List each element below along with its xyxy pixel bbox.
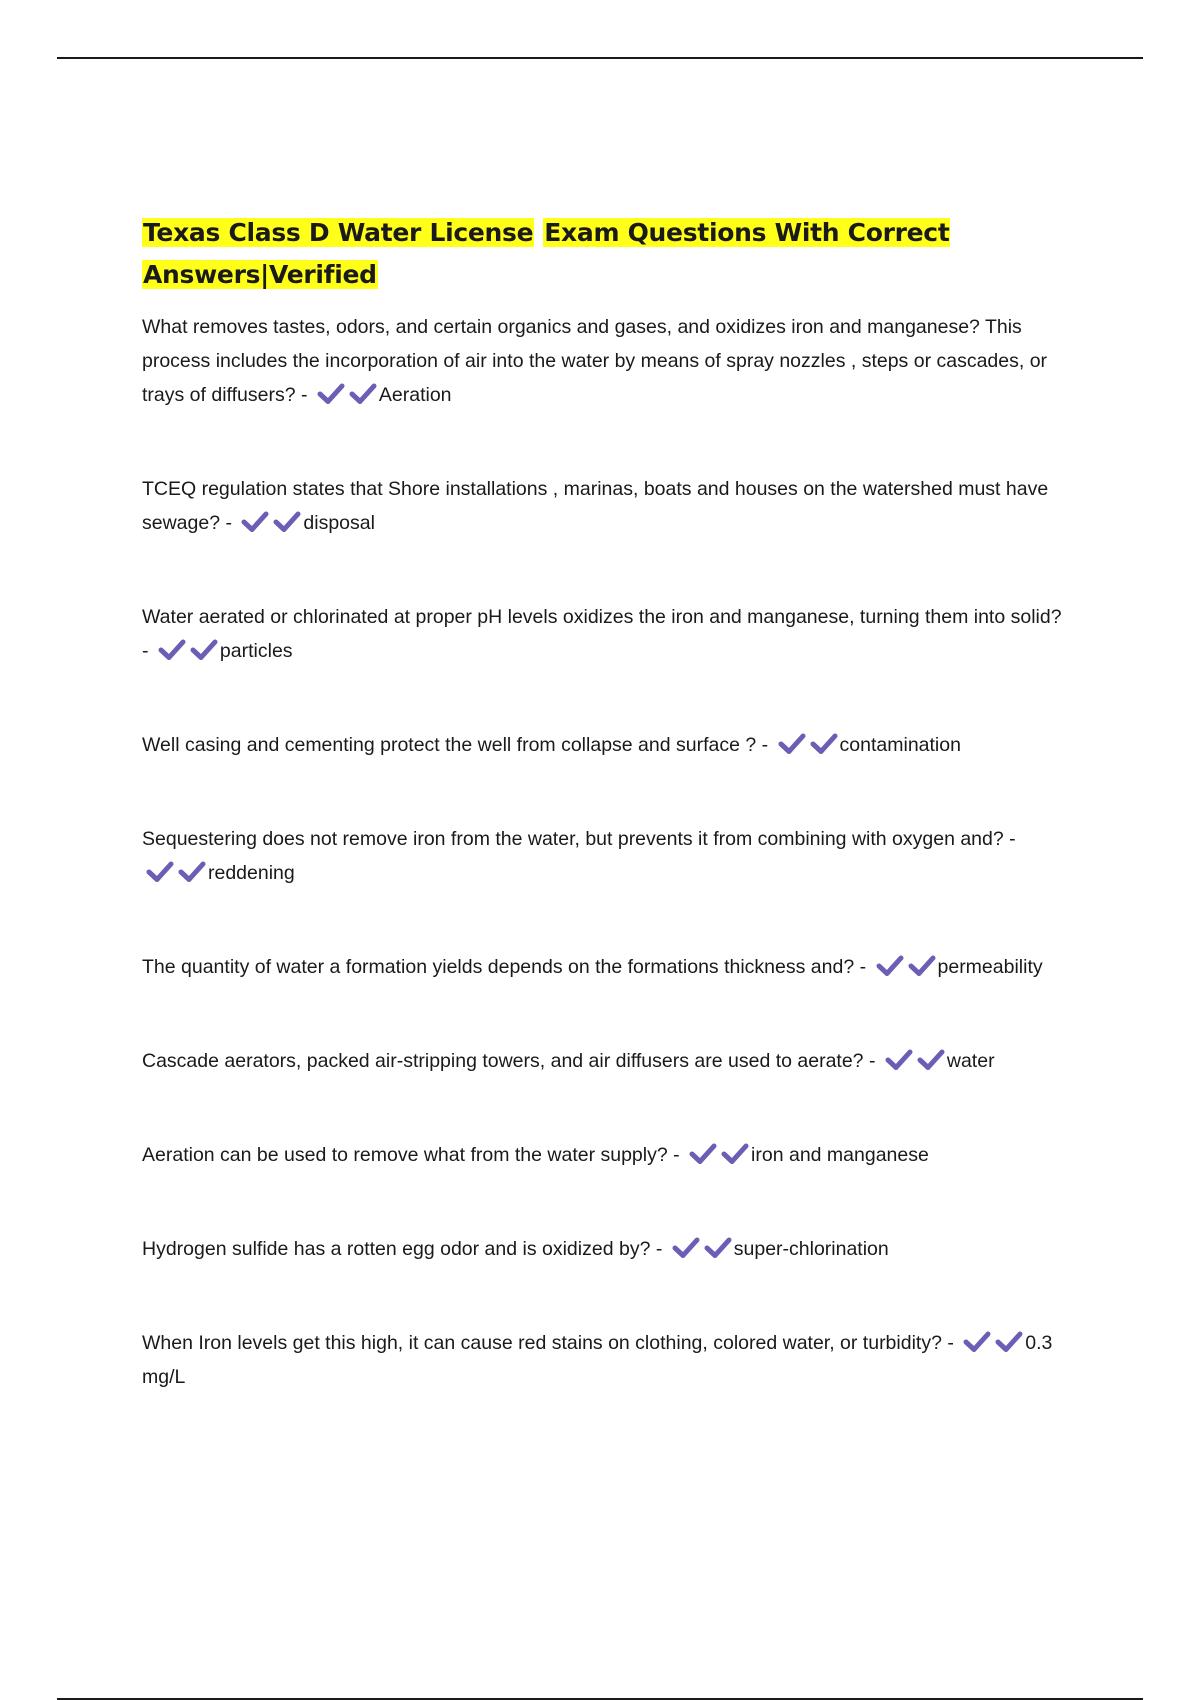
checkmark-icon: [689, 1143, 717, 1165]
answer-text: permeability: [937, 956, 1043, 978]
question-text: Cascade aerators, packed air-stripping towers, and air diffusers are used to aerate? -: [142, 1050, 876, 1072]
question-text: TCEQ regulation states that Shore installations , marinas, boats and houses on the watershed must have sewage? -: [142, 478, 1049, 534]
answer-text: water: [946, 1050, 995, 1072]
checkmark-icon: [995, 1331, 1023, 1353]
answer-text: 0.3 mg/L: [142, 1332, 1053, 1388]
answer-text: Aeration: [378, 384, 452, 406]
checkmark-icon: [349, 383, 377, 405]
answer-text: iron and manganese: [751, 1144, 929, 1166]
qa-item: [142, 310, 1072, 412]
checkmark-icon: [178, 861, 206, 883]
question-text: Water aerated or chlorinated at proper pH levels oxidizes the iron and manganese, turning them into solid? -: [142, 606, 1062, 662]
question-text: What removes tastes, odors, and certain organics and gases, and oxidizes iron and manganese? This process includes the incorporation of air into the water by means of spray nozzles , steps or cascades, or trays of diffusers? -: [142, 316, 1048, 406]
document-body: [142, 212, 1072, 1394]
question-text: Aeration can be used to remove what from the water supply? -: [142, 1144, 680, 1166]
double-check-icons: [778, 733, 838, 755]
checkmark-icon: [146, 861, 174, 883]
double-check-icons: [317, 383, 377, 405]
checkmark-icon: [672, 1237, 700, 1259]
question-text: The quantity of water a formation yields depends on the formations thickness and? -: [142, 956, 867, 978]
checkmark-icon: [158, 639, 186, 661]
question-text: When Iron levels get this high, it can cause red stains on clothing, colored water, or turbidity? -: [142, 1332, 954, 1354]
double-check-icons: [158, 639, 218, 661]
title-highlight-1: Texas Class D Water License: [143, 218, 534, 247]
checkmark-icon: [778, 733, 806, 755]
checkmark-icon: [190, 639, 218, 661]
qa-list: [142, 310, 1072, 1394]
double-check-icons: [876, 955, 936, 977]
qa-item: [142, 1044, 1072, 1078]
document-title: [142, 212, 1072, 296]
answer-text: disposal: [303, 512, 375, 534]
qa-item: [142, 1232, 1072, 1266]
checkmark-icon: [963, 1331, 991, 1353]
qa-item: [142, 1326, 1072, 1394]
double-check-icons: [963, 1331, 1023, 1353]
answer-text: reddening: [208, 862, 295, 884]
question-text: Well casing and cementing protect the well from collapse and surface ? -: [142, 734, 769, 756]
checkmark-icon: [810, 733, 838, 755]
qa-item: [142, 950, 1072, 984]
question-text: Hydrogen sulfide has a rotten egg odor and is oxidized by? -: [142, 1238, 663, 1260]
checkmark-icon: [917, 1049, 945, 1071]
double-check-icons: [241, 511, 301, 533]
qa-item: [142, 472, 1072, 540]
checkmark-icon: [908, 955, 936, 977]
answer-text: contamination: [839, 734, 961, 756]
double-check-icons: [146, 861, 206, 883]
qa-item: [142, 728, 1072, 762]
checkmark-icon: [885, 1049, 913, 1071]
checkmark-icon: [704, 1237, 732, 1259]
checkmark-icon: [241, 511, 269, 533]
qa-item: [142, 822, 1072, 890]
checkmark-icon: [317, 383, 345, 405]
checkmark-icon: [876, 955, 904, 977]
title-highlight-2: Exam Questions With Correct: [544, 218, 950, 247]
answer-text: super-chlorination: [733, 1238, 889, 1260]
checkmark-icon: [273, 511, 301, 533]
qa-item: [142, 1138, 1072, 1172]
header-rule: [57, 57, 1143, 59]
answer-text: particles: [219, 640, 293, 662]
qa-item: [142, 600, 1072, 668]
double-check-icons: [885, 1049, 945, 1071]
question-text: Sequestering does not remove iron from the water, but prevents it from combining with oxygen and? -: [142, 828, 1016, 850]
double-check-icons: [689, 1143, 749, 1165]
title-highlight-3: Answers|Verified: [143, 260, 377, 289]
checkmark-icon: [721, 1143, 749, 1165]
double-check-icons: [672, 1237, 732, 1259]
